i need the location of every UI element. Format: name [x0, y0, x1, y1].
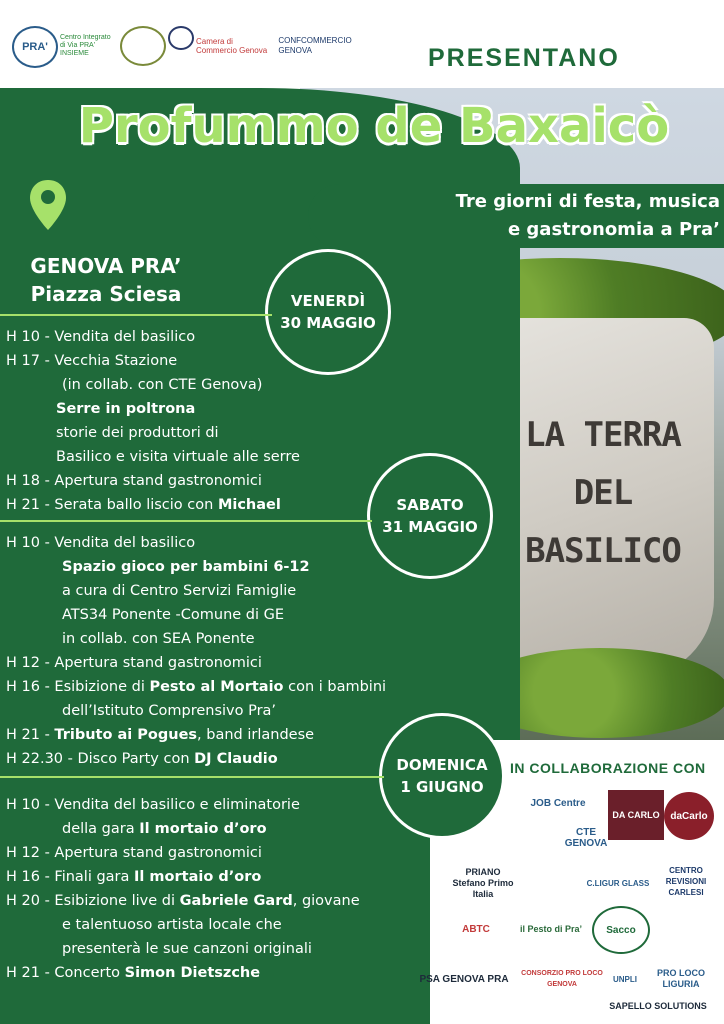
subtitle: Tre giorni di festa, musica e gastronomia a Pra’ — [455, 191, 720, 240]
schedule-line: H 17 - Vecchia Stazione — [6, 353, 178, 369]
schedule-line: H 16 - Finali gara Il mortaio d’oro — [6, 869, 262, 885]
schedule-line: H 16 - Esibizione di Pesto al Mortaio con i bambini — [6, 679, 387, 695]
collab-title: IN COLLABORAZIONE CON — [510, 760, 706, 776]
schedule-line: Serre in poltrona — [56, 401, 196, 417]
schedule-line: H 21 - Serata ballo liscio con Michael — [6, 497, 281, 513]
sponsor-sapello-solutions: SAPELLO SOLUTIONS — [609, 1000, 707, 1011]
sponsor-abtc: ABTC — [462, 923, 490, 935]
schedule-line: H 21 - Tributo ai Pogues, band irlandese — [6, 727, 315, 743]
schedule-line: H 20 - Esibizione live di Gabriele Gard, giovane — [6, 893, 360, 909]
sponsor-psa-genova-pra: PSA GENOVA PRA — [419, 973, 509, 985]
schedule-line: presenterà le sue canzoni originali — [62, 941, 312, 957]
municipio-logo — [120, 26, 166, 66]
pro-loco-pra-logo: PRA' — [12, 26, 58, 68]
header-bar — [0, 0, 724, 88]
presentano-text: PRESENTANO — [428, 44, 620, 72]
day-circle-friday: VENERDÌ 30 MAGGIO — [268, 252, 388, 372]
schedule-line: H 18 - Apertura stand gastronomici — [6, 473, 262, 489]
sponsor-unpli: UNPLI — [613, 974, 637, 984]
sponsor-ligur-glass: C.LIGUR GLASS — [586, 878, 650, 888]
schedule-line: H 12 - Apertura stand gastronomici — [6, 845, 262, 861]
location-square: Piazza Sciesa — [30, 282, 182, 306]
sponsor-job-centre: JOB Centre — [530, 797, 586, 809]
schedule-friday — [6, 325, 300, 517]
sponsor-consorzio-pro-loco: CONSORZIO PRO LOCO GENOVA — [521, 970, 603, 988]
divider-friday — [0, 314, 272, 316]
schedule-line: ATS34 Ponente -Comune di GE — [62, 607, 285, 623]
day-circle-saturday: SABATO 31 MAGGIO — [370, 456, 490, 576]
schedule-line: Spazio gioco per bambini 6-12 — [62, 559, 310, 575]
schedule-line: H 21 - Concerto Simon Dietszche — [6, 965, 261, 981]
sponsor-sacco: Sacco — [592, 906, 650, 954]
sponsor-da-carlo: DA CARLO — [608, 790, 664, 840]
coat-of-arms-logo — [168, 26, 194, 50]
schedule-line: (in collab. con CTE Genova) — [62, 377, 263, 393]
divider-sunday — [0, 776, 384, 778]
schedule-line: della gara Il mortaio d’oro — [62, 821, 267, 837]
sponsor-cte-genova: CTE GENOVA — [564, 827, 608, 849]
day-circle-sunday: DOMENICA 1 GIUGNO — [382, 716, 502, 836]
schedule-line: dell’Istituto Comprensivo Pra’ — [62, 703, 277, 719]
location-city: GENOVA PRA’ — [30, 254, 182, 278]
camera-commercio-logo: Camera di Commercio Genova — [196, 37, 268, 55]
schedule-sunday — [6, 793, 360, 985]
schedule-line: H 10 - Vendita del basilico — [6, 535, 196, 551]
divider-saturday — [0, 520, 372, 522]
confcommercio-logo: CONFCOMMERCIO GENOVA — [278, 36, 352, 55]
sponsor-priano: PRIANO Stefano Primo Italia — [452, 866, 514, 899]
schedule-line: a cura di Centro Servizi Famiglie — [62, 583, 297, 599]
schedule-line: e talentuoso artista locale che — [62, 917, 282, 933]
carved-line-1: LA TERRA DEL — [525, 415, 681, 513]
sponsor-dacarlo-circle: daCarlo — [664, 792, 714, 840]
sponsor-pro-loco-liguria: PRO LOCO LIGURIA — [656, 968, 705, 989]
sponsor-carlesi: CENTRO REVISIONI CARLESI — [665, 865, 707, 897]
schedule-line: Basilico e visita virtuale alle serre — [56, 449, 300, 465]
location — [6, 252, 206, 308]
location-pin-icon — [28, 178, 68, 232]
schedule-saturday — [6, 531, 386, 771]
schedule-line: H 12 - Apertura stand gastronomici — [6, 655, 262, 671]
centro-integrato-via-logo: Centro Integrato di Via PRA' INSIEME — [60, 34, 111, 57]
schedule-line: H 10 - Vendita del basilico — [6, 329, 196, 345]
schedule-line: storie dei produttori di — [56, 425, 219, 441]
schedule-line: in collab. con SEA Ponente — [62, 631, 255, 647]
event-title: Profummo de Baxaicò — [78, 98, 670, 154]
carved-line-2: BASILICO — [525, 531, 681, 571]
carved-text — [488, 406, 718, 580]
schedule-line: H 22.30 - Disco Party con DJ Claudio — [6, 751, 278, 767]
schedule-line: H 10 - Vendita del basilico e eliminatorie — [6, 797, 300, 813]
sponsor-pesto-di-pra: il Pesto di Pra’ — [519, 923, 583, 934]
